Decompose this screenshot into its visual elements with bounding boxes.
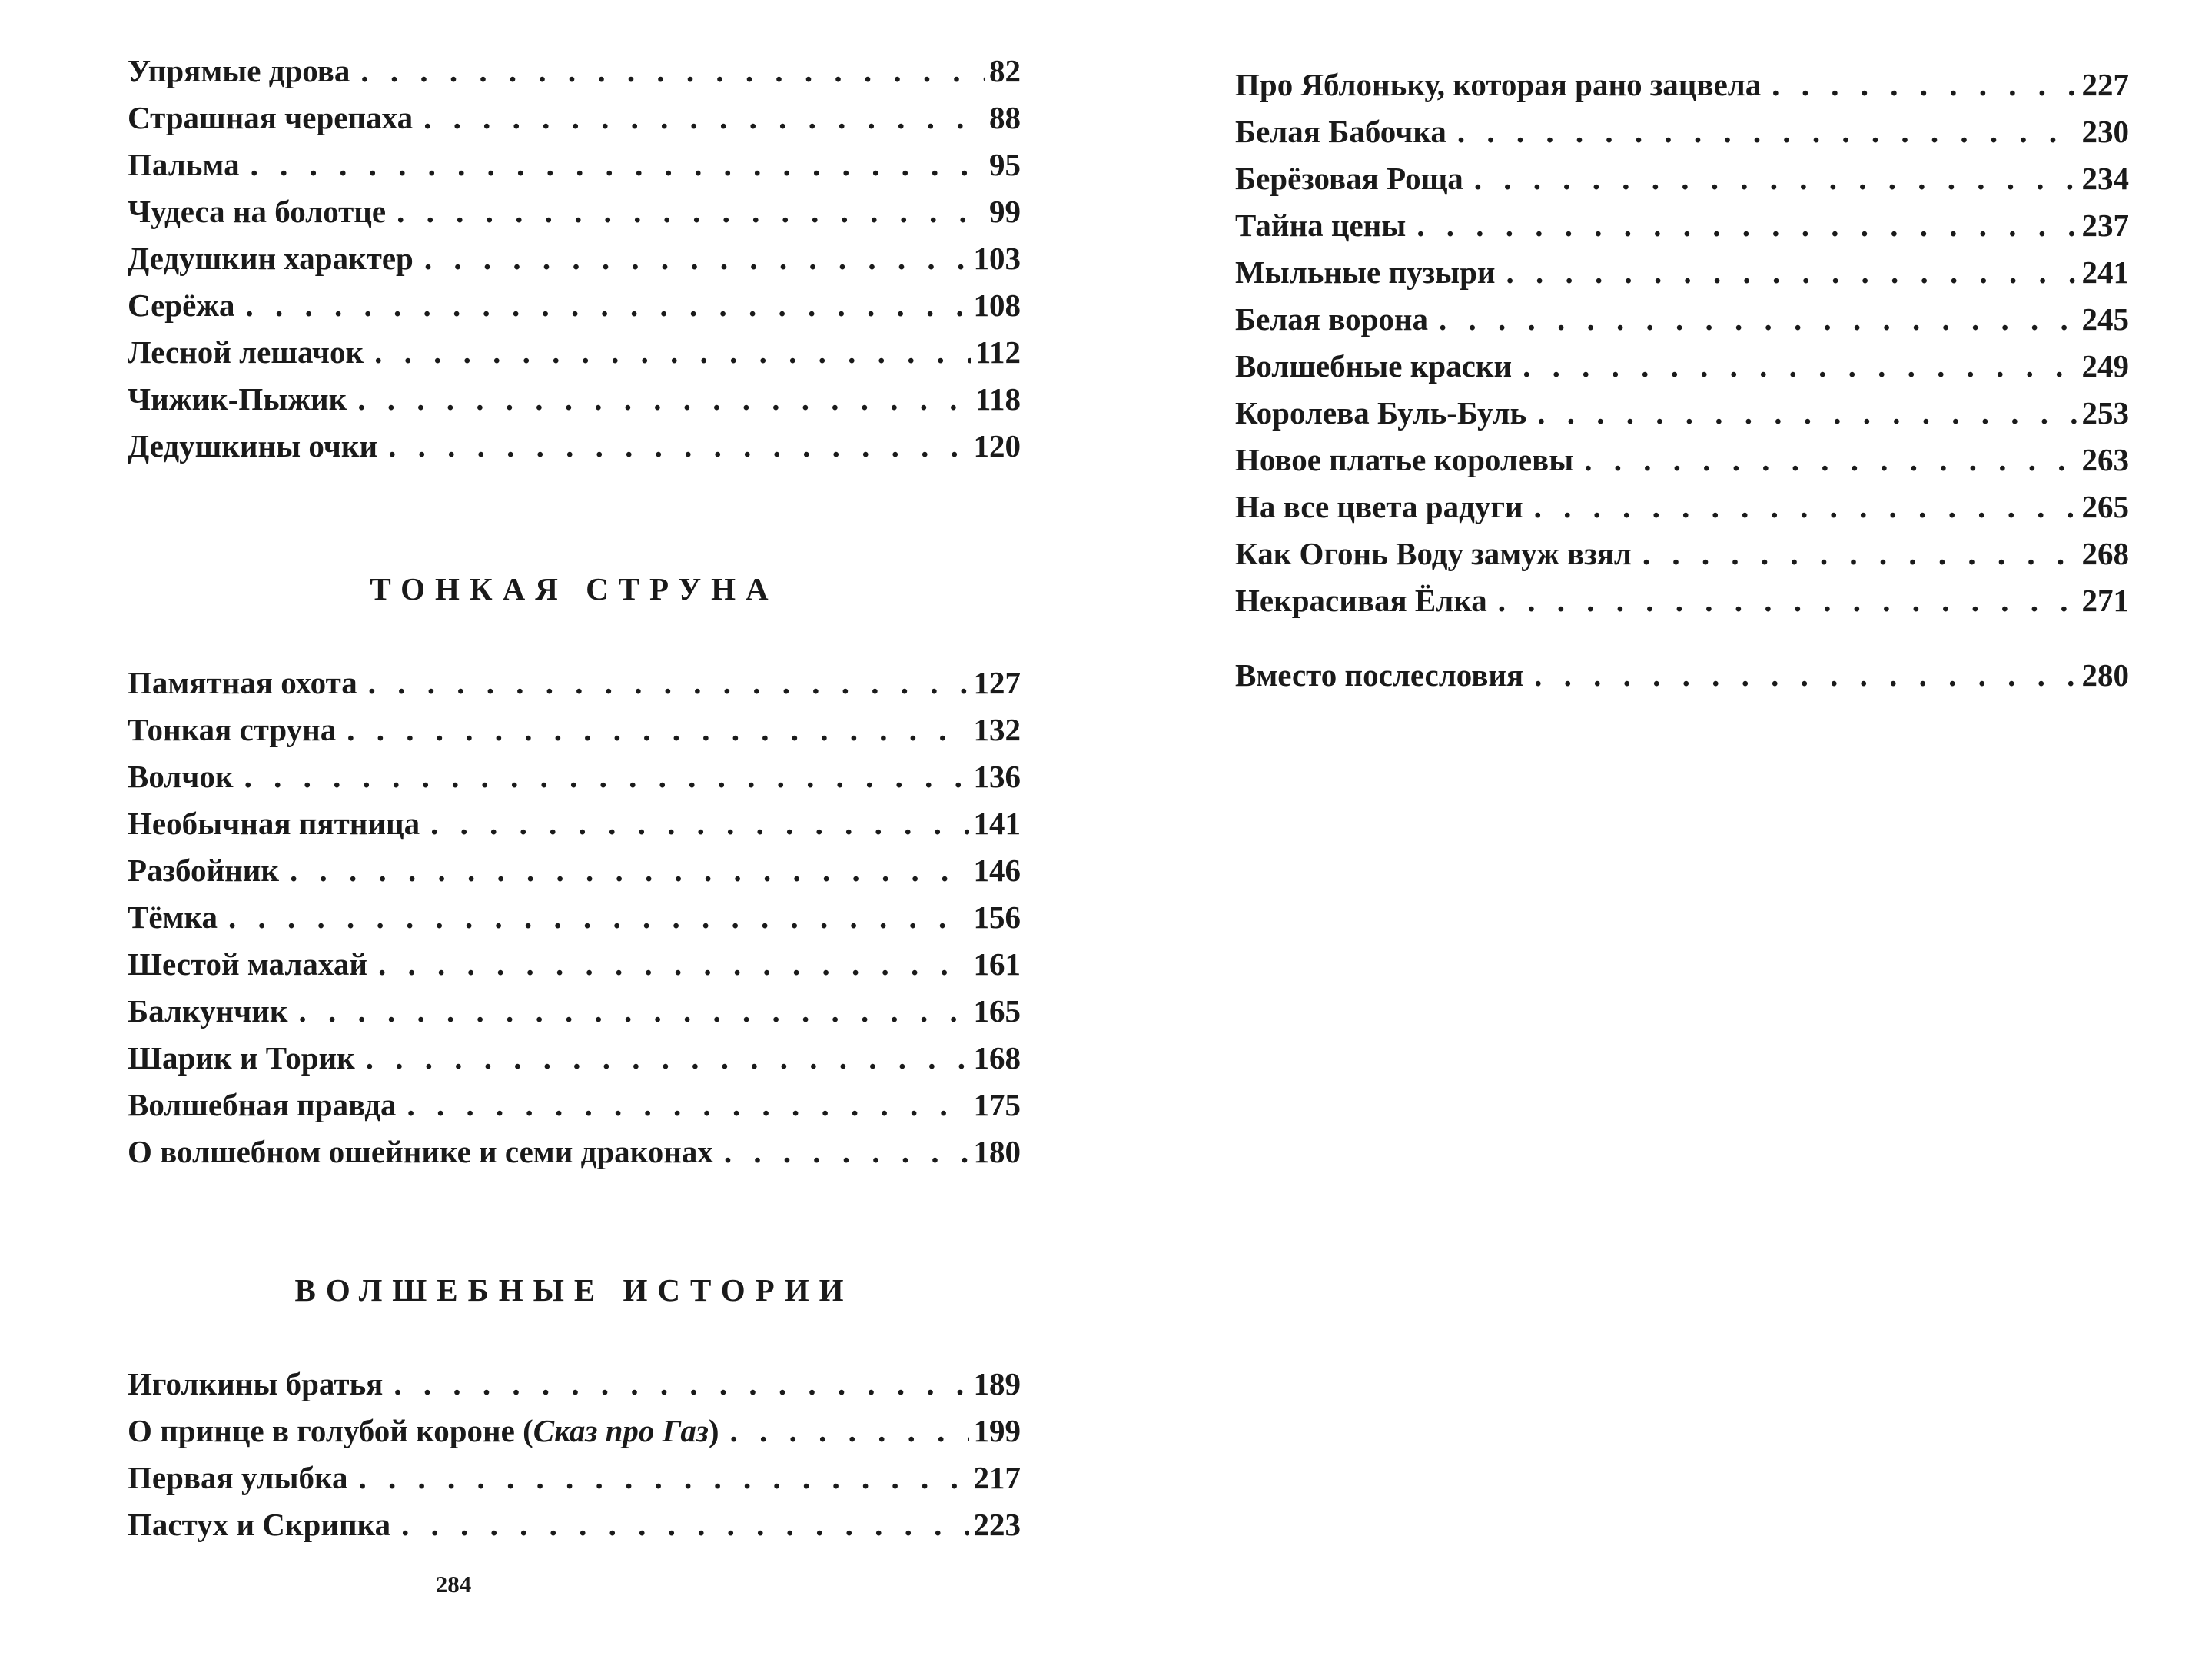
entry-page-number: 223 [973, 1507, 1021, 1542]
dot-leader [358, 1455, 968, 1501]
entry-title: Как Огонь Воду замуж взял [1235, 536, 1632, 571]
toc-entry [128, 1455, 1021, 1501]
entry-page-number: 127 [973, 665, 1021, 700]
entry-title: Необычная пятница [128, 806, 420, 841]
toc-entry [1235, 62, 2129, 108]
entry-page-number: 161 [973, 946, 1021, 982]
entry-page-number: 108 [973, 288, 1021, 323]
entry-title: О волшебном ошейнике и семи драконах [128, 1134, 713, 1169]
entry-title-italic: Сказ про Газ [533, 1413, 709, 1448]
entry-page-number: 175 [973, 1087, 1021, 1122]
toc-entry [128, 376, 1021, 422]
dot-leader [1534, 484, 2077, 530]
entry-title: Белая Бабочка [1235, 114, 1446, 149]
toc-entry [128, 1129, 1021, 1175]
dot-leader [244, 753, 969, 800]
dot-leader [290, 847, 969, 893]
entry-page-number: 234 [2081, 161, 2129, 196]
toc-entry [128, 1501, 1021, 1548]
toc-entry [1235, 484, 2129, 530]
entry-title: Пальма [128, 147, 240, 182]
toc-entry [1235, 437, 2129, 483]
toc-entry [128, 660, 1021, 706]
toc-entry [1235, 390, 2129, 436]
entry-page-number: 180 [973, 1134, 1021, 1169]
entry-title: Волшебные краски [1235, 348, 1513, 384]
entry-title: Вместо послесловия [1235, 657, 1524, 693]
toc-entry-afterword [1235, 652, 2129, 698]
dot-leader [228, 894, 969, 940]
dot-leader [1584, 437, 2077, 483]
toc-entry [128, 235, 1021, 281]
entry-page-number: 199 [973, 1413, 1021, 1448]
entry-title-closing: ) [708, 1413, 719, 1448]
entry-title: Первая улыбка [128, 1460, 348, 1495]
dot-leader [424, 235, 969, 281]
entry-page-number: 146 [973, 853, 1021, 888]
dot-leader [1506, 249, 2077, 295]
entry-title: Тонкая струна [128, 712, 337, 747]
entry-page-number: 136 [973, 759, 1021, 794]
toc-entry [128, 423, 1021, 469]
dot-leader [299, 988, 969, 1034]
dot-leader [246, 282, 969, 328]
dot-leader [1498, 577, 2077, 623]
toc-entry [1235, 577, 2129, 623]
entry-page-number: 118 [975, 381, 1021, 417]
entry-page-number: 230 [2081, 114, 2129, 149]
dot-leader [1772, 62, 2077, 108]
entry-title: Страшная черепаха [128, 100, 414, 135]
entry-title: На все цвета радуги [1235, 489, 1523, 524]
entry-title: Белая ворона [1235, 301, 1429, 337]
entry-title: Памятная охота [128, 665, 357, 700]
entry-title: Волчок [128, 759, 234, 794]
dot-leader [357, 376, 971, 422]
entry-page-number: 227 [2081, 67, 2129, 102]
entry-title: Дедушкины очки [128, 428, 378, 464]
entry-page-number: 217 [973, 1460, 1021, 1495]
entry-title: Волшебная правда [128, 1087, 397, 1122]
toc-entry [1235, 108, 2129, 155]
entry-page-number: 237 [2081, 208, 2129, 243]
dot-leader [1537, 390, 2077, 436]
entry-page-number: 120 [973, 428, 1021, 464]
section-heading: ВОЛШЕБНЫЕ ИСТОРИИ [294, 1272, 854, 1308]
entry-title: Королева Буль-Буль [1235, 395, 1527, 431]
dot-leader [397, 188, 985, 234]
entry-page-number: 168 [973, 1040, 1021, 1076]
entry-page-number: 241 [2081, 254, 2129, 290]
toc-entry [1235, 343, 2129, 389]
entry-page-number: 82 [989, 53, 1021, 88]
toc-entry [1235, 202, 2129, 248]
entry-title: Упрямые дрова [128, 53, 350, 88]
toc-entry [128, 1408, 1021, 1454]
toc-entry [128, 800, 1021, 846]
dot-leader [394, 1361, 968, 1407]
entry-title: Лесной лешачок [128, 334, 364, 370]
entry-page-number: 99 [989, 194, 1021, 229]
entry-page-number: 88 [989, 100, 1021, 135]
toc-entry [1235, 249, 2129, 295]
entry-title: Пастух и Скрипка [128, 1507, 391, 1542]
entry-page-number: 245 [2081, 301, 2129, 337]
toc-entry [128, 941, 1021, 987]
dot-leader [368, 660, 969, 706]
dot-leader [1457, 108, 2077, 155]
entry-page-number: 132 [973, 712, 1021, 747]
toc-entry [128, 894, 1021, 940]
toc-entry [128, 753, 1021, 800]
entry-title: Тёмка [128, 899, 218, 935]
dot-leader [724, 1129, 969, 1175]
toc-entry [1235, 155, 2129, 201]
toc-entry [128, 1361, 1021, 1407]
dot-leader [374, 329, 971, 375]
dot-leader [423, 95, 985, 141]
toc-entry [1235, 530, 2129, 577]
dot-leader [1439, 296, 2077, 342]
entry-title [128, 1408, 719, 1454]
dot-leader [1417, 202, 2077, 248]
entry-title: Иголкины братья [128, 1366, 384, 1401]
toc-entry [128, 706, 1021, 753]
toc-entry [128, 847, 1021, 893]
entry-title: Мыльные пузыри [1235, 254, 1496, 290]
dot-leader [1642, 530, 2077, 577]
entry-title: Дедушкин характер [128, 241, 414, 276]
toc-entry [1235, 296, 2129, 342]
right-page [1235, 0, 2129, 1669]
dot-leader [430, 800, 968, 846]
entry-page-number: 280 [2081, 657, 2129, 693]
entry-page-number: 141 [973, 806, 1021, 841]
toc-entry [128, 1082, 1021, 1128]
dot-leader [360, 48, 985, 94]
entry-page-number: 268 [2081, 536, 2129, 571]
entry-title: Некрасивая Ёлка [1235, 583, 1487, 618]
entry-title: Чижик-Пыжик [128, 381, 347, 417]
toc-entry [128, 282, 1021, 328]
toc-entry [128, 95, 1021, 141]
entry-title: Тайна цены [1235, 208, 1407, 243]
entry-page-number: 189 [973, 1366, 1021, 1401]
entry-title-text: О принце в голубой короне ( [128, 1413, 533, 1448]
toc-entry [128, 48, 1021, 94]
entry-page-number: 112 [975, 334, 1021, 370]
entry-page-number: 103 [973, 241, 1021, 276]
entry-page-number: 249 [2081, 348, 2129, 384]
dot-leader [388, 423, 968, 469]
entry-page-number: 271 [2081, 583, 2129, 618]
entry-title: Серёжа [128, 288, 235, 323]
toc-entry [128, 988, 1021, 1034]
entry-title: Шарик и Торик [128, 1040, 355, 1076]
left-page [128, 0, 1021, 1669]
entry-title: Шестой малахай [128, 946, 367, 982]
toc-entry [128, 188, 1021, 234]
dot-leader [401, 1501, 968, 1548]
dot-leader [378, 941, 969, 987]
entry-title: Чудеса на болотце [128, 194, 387, 229]
section-heading: ТОНКАЯ СТРУНА [370, 571, 779, 607]
dot-leader [347, 706, 968, 753]
dot-leader [251, 141, 985, 188]
entry-title: Про Яблоньку, которая рано зацвела [1235, 67, 1762, 102]
entry-page-number: 95 [989, 147, 1021, 182]
dot-leader [366, 1035, 969, 1081]
toc-entry [128, 141, 1021, 188]
dot-leader [730, 1408, 969, 1454]
entry-page-number: 253 [2081, 395, 2129, 431]
entry-title: Берёзовая Роща [1235, 161, 1463, 196]
entry-page-number: 156 [973, 899, 1021, 935]
entry-title: Разбойник [128, 853, 279, 888]
dot-leader [407, 1082, 968, 1128]
toc-entry [128, 1035, 1021, 1081]
dot-leader [1523, 343, 2077, 389]
entry-page-number: 265 [2081, 489, 2129, 524]
entry-title: Балкунчик [128, 993, 288, 1029]
entry-page-number: 165 [973, 993, 1021, 1029]
dot-leader [1474, 155, 2077, 201]
dot-leader [1534, 652, 2077, 698]
entry-page-number: 263 [2081, 442, 2129, 477]
page-number: 284 [435, 1571, 472, 1598]
toc-entry [128, 329, 1021, 375]
entry-title: Новое платье королевы [1235, 442, 1574, 477]
